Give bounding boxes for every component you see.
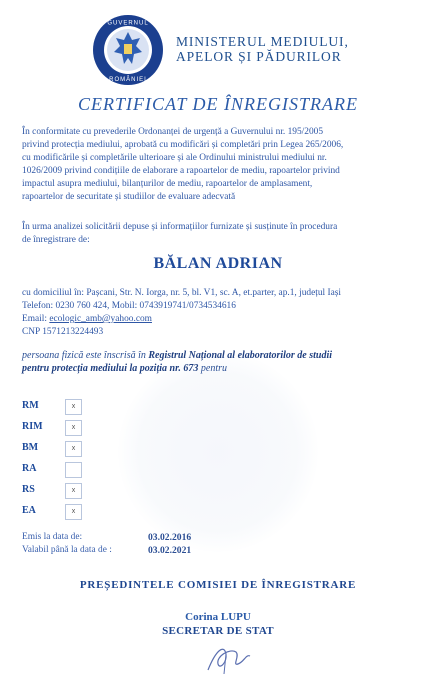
intro-line: privind protecția mediului, aprobată cu modificări și completări prin Legea 265/2006, bbox=[22, 140, 344, 150]
email-label: Email: bbox=[22, 314, 50, 324]
category-checkbox-rs: x bbox=[65, 483, 82, 499]
category-label-ra: RA bbox=[22, 463, 37, 474]
registry-text-1: persoana fizică este înscrisă în bbox=[22, 350, 149, 361]
category-checkbox-rim: x bbox=[65, 420, 82, 436]
intro-line: În conformitate cu prevederile Ordonanței de urgență a Guvernului nr. 195/2005 bbox=[22, 127, 324, 137]
signatory-name: Corina LUPU bbox=[185, 611, 251, 623]
category-label-rs: RS bbox=[22, 484, 35, 495]
category-label-bm: BM bbox=[22, 442, 39, 453]
intro-line: rapoartelor de securitate și studiilor de evaluare adecvată bbox=[22, 192, 236, 202]
valid-until-value: 03.02.2021 bbox=[148, 545, 192, 556]
handwritten-signature bbox=[196, 640, 266, 676]
watermark-seal bbox=[118, 352, 318, 552]
intro-line: 1026/2009 privind condițiile de elaborare a rapoartelor de mediu, rapoartelor privind bbox=[22, 166, 340, 176]
analysis-paragraph bbox=[22, 221, 416, 247]
category-checkbox-ra bbox=[65, 462, 82, 478]
svg-text:ROMÂNIEI: ROMÂNIEI bbox=[109, 77, 147, 83]
intro-line: cu modificările și completările ulterioare și ale Ordinului ministrului mediului nr. bbox=[22, 153, 327, 163]
government-seal-icon bbox=[92, 14, 164, 86]
ministry-line-2: APELOR ȘI PĂDURILOR bbox=[176, 49, 342, 64]
holder-name: BĂLAN ADRIAN bbox=[153, 255, 283, 272]
signatory-title: SECRETAR DE STAT bbox=[162, 625, 274, 637]
category-label-rim: RIM bbox=[22, 421, 43, 432]
email-link[interactable]: ecologic_amb@yahoo.com bbox=[49, 314, 152, 324]
registry-statement bbox=[22, 349, 422, 375]
commission-president-title: PREȘEDINTELE COMISIEI DE ÎNREGISTRARE bbox=[79, 579, 357, 591]
registry-text-2: pentru bbox=[198, 363, 228, 374]
holder-details bbox=[22, 287, 422, 339]
ministry-name bbox=[176, 34, 349, 64]
category-checkbox-rm: x bbox=[65, 399, 82, 415]
cnp-line: CNP 1571213224493 bbox=[22, 327, 104, 337]
issued-date-label: Emis la data de: bbox=[22, 532, 83, 542]
category-checkbox-bm: x bbox=[65, 441, 82, 457]
registry-position: pentru protecția mediului la poziția nr. 673 bbox=[22, 363, 199, 374]
seal-text: GUVERNUL bbox=[107, 20, 149, 27]
category-label-ea: EA bbox=[22, 505, 36, 516]
analysis-line: În urma analizei solicitării depuse și informațiilor furnizate și susținute în procedura bbox=[22, 222, 338, 232]
category-checkbox-ea: x bbox=[65, 504, 82, 520]
ministry-line-1: MINISTERUL MEDIULUI, bbox=[176, 34, 349, 49]
legal-basis-paragraph bbox=[22, 126, 416, 204]
analysis-line: de înregistrare de: bbox=[22, 235, 90, 245]
intro-line: impactul asupra mediului, bilanțurilor de mediu, rapoartelor de amplasament, bbox=[22, 179, 313, 189]
email-line bbox=[22, 313, 422, 326]
registry-name: Registrul Național al elaboratorilor de studii bbox=[148, 350, 333, 361]
phone-line: Telefon: 0230 760 424, Mobil: 0743919741/0734534616 bbox=[22, 301, 236, 311]
valid-until-label: Valabil până la data de : bbox=[22, 545, 112, 555]
issued-date-value: 03.02.2016 bbox=[148, 532, 192, 543]
category-label-rm: RM bbox=[22, 400, 39, 411]
address-line: cu domiciliul în: Pașcani, Str. N. Iorga, nr. 5, bl. V1, sc. A, et.parter, ap.1, județul Iași bbox=[22, 288, 342, 298]
certificate-title: CERTIFICAT DE ÎNREGISTRARE bbox=[78, 94, 358, 114]
